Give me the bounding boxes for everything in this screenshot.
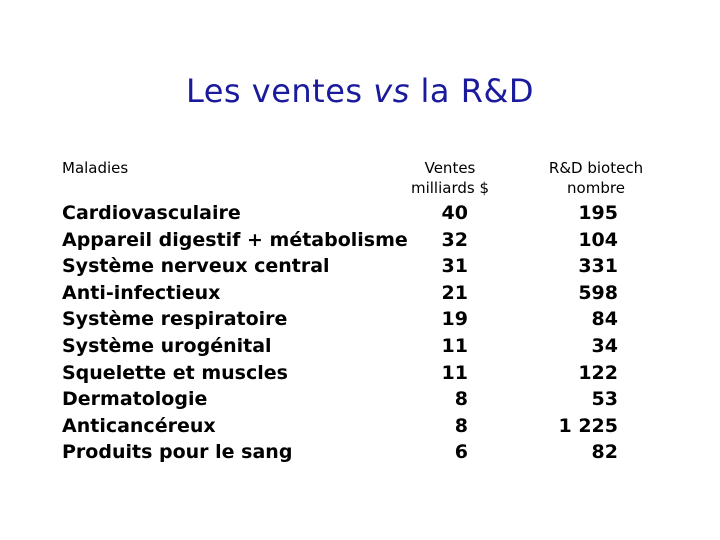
sales-value: 19 <box>441 308 468 331</box>
sales-value: 11 <box>441 334 468 357</box>
sales-value: 21 <box>441 281 468 304</box>
header-rd-line2: nombre <box>567 179 625 197</box>
table-row <box>0 227 720 254</box>
rd-value: 331 <box>578 255 618 278</box>
disease-name: Anti-infectieux <box>62 281 221 304</box>
disease-name: Squelette et muscles <box>62 361 288 384</box>
rd-value: 82 <box>591 441 618 464</box>
sales-value: 11 <box>441 361 468 384</box>
header-ventes-line2: milliards $ <box>410 179 490 197</box>
rd-value: 598 <box>578 281 618 304</box>
rd-value: 195 <box>578 202 618 224</box>
title-part-1: Les ventes <box>185 72 374 110</box>
header-ventes <box>380 158 520 198</box>
rd-value: 104 <box>578 228 618 251</box>
disease-name: Produits pour le sang <box>62 441 293 464</box>
rd-value: 122 <box>578 361 618 384</box>
rd-value: 1 225 <box>558 414 618 437</box>
data-table <box>0 200 720 466</box>
disease-name: Système nerveux central <box>62 255 330 278</box>
header-maladies-label: Maladies <box>62 159 129 177</box>
table-row <box>0 280 720 307</box>
header-rd <box>526 158 666 198</box>
disease-name: Dermatologie <box>62 388 208 411</box>
table-row <box>0 386 720 413</box>
sales-value: 32 <box>441 228 468 251</box>
disease-name: Cardiovasculaire <box>62 202 241 224</box>
slide-title <box>0 72 720 110</box>
table-row <box>0 253 720 280</box>
table-row <box>0 360 720 387</box>
rd-value: 53 <box>591 388 618 411</box>
sales-value: 6 <box>454 441 468 464</box>
sales-value: 40 <box>441 202 468 224</box>
header-maladies <box>62 158 128 178</box>
header-rd-line1: R&D biotech <box>548 159 644 177</box>
title-part-3: la R&D <box>409 72 535 110</box>
table-row <box>0 439 720 466</box>
disease-name: Système respiratoire <box>62 308 288 331</box>
rd-value: 34 <box>591 334 618 357</box>
table-row <box>0 200 720 227</box>
table-row <box>0 413 720 440</box>
header-ventes-line1: Ventes <box>424 159 476 177</box>
title-part-2: vs <box>373 72 410 110</box>
rd-value: 84 <box>591 308 618 331</box>
table-row <box>0 333 720 360</box>
disease-name: Appareil digestif + métabolisme <box>62 228 408 251</box>
disease-name: Anticancéreux <box>62 414 216 437</box>
table-row <box>0 306 720 333</box>
sales-value: 8 <box>454 388 468 411</box>
disease-name: Système urogénital <box>62 334 272 357</box>
sales-value: 8 <box>454 414 468 437</box>
sales-value: 31 <box>441 255 468 278</box>
